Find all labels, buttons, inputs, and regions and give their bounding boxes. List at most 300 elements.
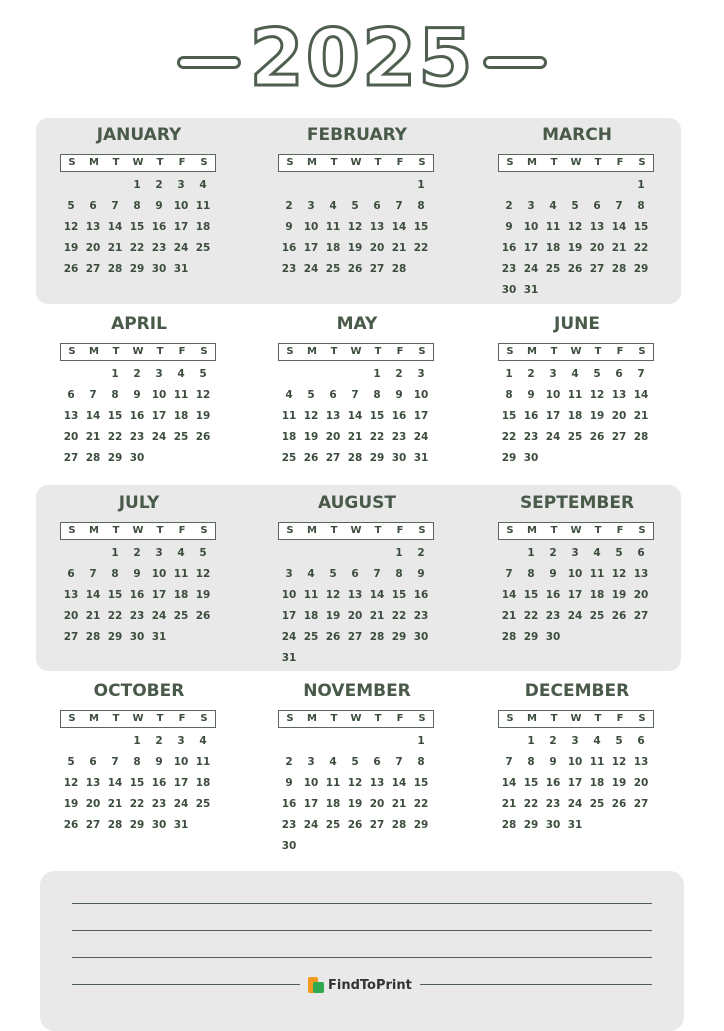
- day-cell: 27: [63, 452, 79, 464]
- day-cell: 3: [177, 735, 185, 747]
- weekday-label: T: [594, 525, 602, 536]
- month-title: MAY: [336, 314, 378, 334]
- day-cell: 9: [527, 389, 535, 401]
- weekday-label: W: [350, 346, 362, 357]
- day-cell: 21: [391, 798, 407, 810]
- day-cell: 18: [195, 221, 211, 233]
- empty-day-cell: [278, 175, 300, 196]
- empty-day-cell: [498, 175, 520, 196]
- weekday-label: S: [638, 713, 646, 724]
- day-cell: 12: [63, 221, 79, 233]
- day-cell: 24: [303, 819, 319, 831]
- day-cell: 27: [611, 431, 627, 443]
- day-cell: 16: [523, 410, 539, 422]
- day-cell: 27: [633, 610, 649, 622]
- day-cell: 3: [549, 368, 557, 380]
- day-cell: 29: [523, 631, 539, 643]
- day-cell: 24: [567, 798, 583, 810]
- day-cell: 14: [85, 589, 101, 601]
- day-cell: 30: [545, 819, 561, 831]
- day-cell: 7: [373, 568, 381, 580]
- day-cell: 20: [369, 242, 385, 254]
- day-cell: 28: [611, 263, 627, 275]
- empty-day-cell: [300, 543, 322, 564]
- day-cell: 9: [395, 389, 403, 401]
- weekday-label: S: [418, 346, 426, 357]
- day-cell: 20: [85, 798, 101, 810]
- day-cell: 29: [523, 819, 539, 831]
- day-cell: 17: [545, 410, 561, 422]
- day-cell: 5: [615, 735, 623, 747]
- weekday-header-row: [498, 710, 654, 728]
- day-cell: 2: [549, 735, 557, 747]
- year-title: 2025: [249, 14, 475, 104]
- day-cell: 10: [303, 777, 319, 789]
- day-cell: 14: [369, 589, 385, 601]
- month-september: [498, 492, 656, 648]
- day-cell: 10: [413, 389, 429, 401]
- day-cell: 6: [89, 200, 97, 212]
- day-cell: 26: [195, 431, 211, 443]
- day-cell: 16: [413, 589, 429, 601]
- month-april: [60, 313, 218, 469]
- month-title: APRIL: [111, 314, 167, 334]
- day-grid: [498, 543, 654, 648]
- empty-day-cell: [60, 364, 82, 385]
- day-cell: 10: [303, 221, 319, 233]
- year-dash-right: [483, 56, 547, 69]
- weekday-label: F: [396, 157, 404, 168]
- day-cell: 8: [111, 389, 119, 401]
- day-cell: 6: [637, 547, 645, 559]
- weekday-label: M: [527, 525, 537, 536]
- day-grid: [60, 364, 216, 469]
- day-cell: 17: [173, 777, 189, 789]
- day-cell: 20: [369, 798, 385, 810]
- day-cell: 25: [173, 610, 189, 622]
- weekday-label: W: [132, 525, 144, 536]
- day-cell: 17: [413, 410, 429, 422]
- day-cell: 4: [199, 179, 207, 191]
- weekday-label: F: [396, 713, 404, 724]
- day-cell: 16: [545, 777, 561, 789]
- day-cell: 8: [373, 389, 381, 401]
- day-cell: 20: [63, 431, 79, 443]
- day-cell: 24: [303, 263, 319, 275]
- day-cell: 23: [391, 431, 407, 443]
- month-march: [498, 124, 656, 301]
- day-cell: 11: [545, 221, 561, 233]
- day-cell: 19: [63, 242, 79, 254]
- weekday-label: T: [112, 157, 120, 168]
- weekday-label: T: [550, 157, 558, 168]
- day-cell: 21: [501, 610, 517, 622]
- empty-day-cell: [82, 543, 104, 564]
- day-cell: 6: [615, 368, 623, 380]
- weekday-label: F: [616, 713, 624, 724]
- day-cell: 26: [303, 452, 319, 464]
- day-cell: 28: [633, 431, 649, 443]
- weekday-header-row: [498, 343, 654, 361]
- day-cell: 8: [527, 756, 535, 768]
- weekday-label: S: [200, 346, 208, 357]
- day-cell: 10: [567, 568, 583, 580]
- weekday-header-row: [60, 343, 216, 361]
- note-line: [72, 930, 652, 931]
- weekday-label: W: [350, 157, 362, 168]
- day-cell: 27: [85, 819, 101, 831]
- weekday-label: F: [178, 157, 186, 168]
- day-cell: 3: [155, 368, 163, 380]
- day-cell: 4: [199, 735, 207, 747]
- day-cell: 22: [501, 431, 517, 443]
- day-cell: 22: [523, 798, 539, 810]
- day-cell: 28: [391, 819, 407, 831]
- day-cell: 9: [155, 200, 163, 212]
- empty-day-cell: [366, 175, 388, 196]
- day-cell: 29: [391, 631, 407, 643]
- day-cell: 28: [501, 819, 517, 831]
- day-cell: 20: [611, 410, 627, 422]
- day-cell: 10: [281, 589, 297, 601]
- day-cell: 2: [527, 368, 535, 380]
- day-cell: 12: [347, 777, 363, 789]
- day-cell: 17: [303, 798, 319, 810]
- day-cell: 8: [111, 568, 119, 580]
- day-grid: [60, 731, 216, 836]
- weekday-label: S: [418, 525, 426, 536]
- day-cell: 3: [571, 735, 579, 747]
- day-cell: 17: [281, 610, 297, 622]
- day-cell: 11: [173, 568, 189, 580]
- day-cell: 1: [637, 179, 645, 191]
- day-cell: 4: [593, 547, 601, 559]
- day-cell: 26: [63, 263, 79, 275]
- weekday-label: S: [418, 713, 426, 724]
- weekday-label: T: [374, 525, 382, 536]
- day-cell: 5: [307, 389, 315, 401]
- weekday-label: W: [570, 713, 582, 724]
- day-cell: 6: [593, 200, 601, 212]
- day-cell: 15: [523, 589, 539, 601]
- day-cell: 7: [505, 568, 513, 580]
- day-cell: 21: [611, 242, 627, 254]
- day-cell: 30: [151, 819, 167, 831]
- day-cell: 4: [571, 368, 579, 380]
- weekday-header-row: [278, 343, 434, 361]
- day-cell: 7: [111, 200, 119, 212]
- notes-panel: [40, 871, 684, 1031]
- empty-day-cell: [366, 543, 388, 564]
- day-cell: 10: [173, 756, 189, 768]
- day-cell: 15: [129, 221, 145, 233]
- day-cell: 11: [173, 389, 189, 401]
- day-cell: 3: [527, 200, 535, 212]
- month-title: FEBRUARY: [306, 125, 408, 145]
- day-cell: 17: [151, 589, 167, 601]
- weekday-label: T: [112, 346, 120, 357]
- weekday-label: T: [156, 157, 164, 168]
- day-cell: 16: [151, 777, 167, 789]
- day-cell: 21: [85, 431, 101, 443]
- day-cell: 3: [177, 179, 185, 191]
- day-cell: 20: [589, 242, 605, 254]
- day-cell: 3: [285, 568, 293, 580]
- day-cell: 2: [395, 368, 403, 380]
- day-grid: [60, 175, 216, 280]
- day-cell: 27: [589, 263, 605, 275]
- day-cell: 30: [281, 840, 297, 852]
- weekday-label: T: [594, 346, 602, 357]
- empty-day-cell: [322, 731, 344, 752]
- day-cell: 23: [545, 798, 561, 810]
- day-cell: 15: [107, 410, 123, 422]
- day-cell: 18: [303, 610, 319, 622]
- day-cell: 23: [129, 431, 145, 443]
- weekday-label: F: [396, 346, 404, 357]
- weekday-header-row: [498, 154, 654, 172]
- day-grid: [278, 364, 434, 469]
- day-cell: 9: [155, 756, 163, 768]
- weekday-header-row: [278, 710, 434, 728]
- day-cell: 14: [107, 221, 123, 233]
- day-cell: 22: [391, 610, 407, 622]
- day-cell: 13: [85, 777, 101, 789]
- day-cell: 8: [637, 200, 645, 212]
- weekday-header-row: [498, 522, 654, 540]
- day-cell: 23: [545, 610, 561, 622]
- month-title: JUNE: [554, 314, 600, 334]
- day-cell: 31: [413, 452, 429, 464]
- day-cell: 27: [85, 263, 101, 275]
- weekday-label: F: [616, 157, 624, 168]
- day-cell: 7: [351, 389, 359, 401]
- empty-day-cell: [82, 175, 104, 196]
- day-cell: 13: [589, 221, 605, 233]
- weekday-label: F: [178, 713, 186, 724]
- day-cell: 19: [195, 410, 211, 422]
- empty-day-cell: [278, 543, 300, 564]
- weekday-label: T: [156, 346, 164, 357]
- weekday-label: T: [594, 157, 602, 168]
- day-cell: 21: [85, 610, 101, 622]
- day-cell: 18: [173, 589, 189, 601]
- day-cell: 11: [589, 756, 605, 768]
- day-cell: 12: [195, 389, 211, 401]
- day-cell: 16: [391, 410, 407, 422]
- empty-day-cell: [300, 175, 322, 196]
- day-cell: 24: [413, 431, 429, 443]
- day-cell: 8: [417, 200, 425, 212]
- day-cell: 21: [347, 431, 363, 443]
- empty-day-cell: [542, 175, 564, 196]
- day-cell: 6: [89, 756, 97, 768]
- day-cell: 21: [107, 242, 123, 254]
- weekday-label: S: [638, 346, 646, 357]
- day-cell: 18: [567, 410, 583, 422]
- day-cell: 9: [549, 756, 557, 768]
- weekday-header-row: [60, 522, 216, 540]
- day-cell: 5: [351, 200, 359, 212]
- day-cell: 25: [589, 798, 605, 810]
- day-cell: 15: [633, 221, 649, 233]
- day-cell: 15: [369, 410, 385, 422]
- day-cell: 13: [633, 756, 649, 768]
- day-cell: 14: [85, 410, 101, 422]
- day-cell: 1: [395, 547, 403, 559]
- day-cell: 6: [373, 200, 381, 212]
- empty-day-cell: [322, 364, 344, 385]
- day-cell: 14: [347, 410, 363, 422]
- weekday-label: W: [350, 713, 362, 724]
- weekday-label: F: [178, 525, 186, 536]
- empty-day-cell: [388, 175, 410, 196]
- day-cell: 27: [369, 819, 385, 831]
- day-cell: 23: [129, 610, 145, 622]
- day-cell: 16: [545, 589, 561, 601]
- day-cell: 29: [129, 263, 145, 275]
- day-cell: 25: [567, 431, 583, 443]
- month-january: [60, 124, 218, 280]
- weekday-label: S: [638, 157, 646, 168]
- day-cell: 26: [195, 610, 211, 622]
- day-cell: 18: [281, 431, 297, 443]
- empty-day-cell: [322, 175, 344, 196]
- day-cell: 24: [173, 798, 189, 810]
- day-cell: 30: [545, 631, 561, 643]
- day-cell: 23: [281, 263, 297, 275]
- day-cell: 1: [417, 179, 425, 191]
- day-cell: 19: [63, 798, 79, 810]
- day-cell: 13: [369, 221, 385, 233]
- day-cell: 25: [589, 610, 605, 622]
- day-cell: 24: [281, 631, 297, 643]
- month-august: [278, 492, 436, 669]
- day-cell: 5: [199, 368, 207, 380]
- weekday-label: M: [307, 346, 317, 357]
- day-cell: 30: [129, 631, 145, 643]
- day-cell: 5: [67, 200, 75, 212]
- weekday-label: S: [638, 525, 646, 536]
- day-cell: 1: [527, 547, 535, 559]
- day-cell: 27: [347, 631, 363, 643]
- day-cell: 15: [501, 410, 517, 422]
- weekday-label: S: [68, 525, 76, 536]
- day-cell: 23: [523, 431, 539, 443]
- day-cell: 10: [523, 221, 539, 233]
- empty-day-cell: [104, 175, 126, 196]
- weekday-label: T: [550, 525, 558, 536]
- day-grid: [278, 731, 434, 857]
- empty-day-cell: [104, 731, 126, 752]
- day-grid: [498, 731, 654, 836]
- day-cell: 19: [611, 589, 627, 601]
- day-cell: 4: [177, 368, 185, 380]
- weekday-label: W: [132, 713, 144, 724]
- day-cell: 12: [303, 410, 319, 422]
- day-cell: 15: [523, 777, 539, 789]
- day-cell: 20: [63, 610, 79, 622]
- day-cell: 26: [325, 631, 341, 643]
- day-cell: 24: [173, 242, 189, 254]
- brand-logo: [300, 975, 420, 995]
- day-cell: 12: [195, 568, 211, 580]
- day-cell: 29: [107, 452, 123, 464]
- day-cell: 27: [325, 452, 341, 464]
- day-cell: 31: [173, 263, 189, 275]
- empty-day-cell: [520, 175, 542, 196]
- empty-day-cell: [564, 175, 586, 196]
- day-cell: 7: [89, 389, 97, 401]
- day-cell: 12: [589, 389, 605, 401]
- day-cell: 21: [107, 798, 123, 810]
- weekday-header-row: [278, 522, 434, 540]
- month-title: OCTOBER: [93, 681, 185, 701]
- empty-day-cell: [278, 731, 300, 752]
- day-cell: 4: [593, 735, 601, 747]
- day-cell: 25: [325, 819, 341, 831]
- day-cell: 16: [129, 589, 145, 601]
- day-grid: [60, 543, 216, 648]
- day-cell: 17: [151, 410, 167, 422]
- weekday-label: M: [527, 346, 537, 357]
- day-cell: 17: [173, 221, 189, 233]
- day-cell: 16: [501, 242, 517, 254]
- day-cell: 17: [567, 589, 583, 601]
- empty-day-cell: [82, 731, 104, 752]
- weekday-label: S: [506, 713, 514, 724]
- day-cell: 30: [129, 452, 145, 464]
- day-cell: 29: [501, 452, 517, 464]
- weekday-label: S: [200, 713, 208, 724]
- day-cell: 7: [615, 200, 623, 212]
- day-cell: 28: [347, 452, 363, 464]
- day-cell: 2: [133, 368, 141, 380]
- month-title: AUGUST: [317, 493, 397, 513]
- day-cell: 6: [67, 568, 75, 580]
- day-cell: 14: [107, 777, 123, 789]
- weekday-label: M: [89, 346, 99, 357]
- weekday-label: W: [350, 525, 362, 536]
- day-cell: 28: [85, 452, 101, 464]
- note-line: [72, 903, 652, 904]
- day-cell: 30: [523, 452, 539, 464]
- day-cell: 20: [633, 589, 649, 601]
- weekday-label: F: [396, 525, 404, 536]
- day-cell: 26: [347, 819, 363, 831]
- day-cell: 5: [593, 368, 601, 380]
- empty-day-cell: [60, 731, 82, 752]
- weekday-header-row: [278, 154, 434, 172]
- weekday-label: S: [68, 157, 76, 168]
- day-cell: 7: [637, 368, 645, 380]
- day-cell: 6: [373, 756, 381, 768]
- day-cell: 1: [527, 735, 535, 747]
- day-cell: 2: [133, 547, 141, 559]
- day-cell: 28: [391, 263, 407, 275]
- day-cell: 30: [151, 263, 167, 275]
- weekday-label: T: [112, 713, 120, 724]
- day-cell: 22: [413, 242, 429, 254]
- empty-day-cell: [300, 731, 322, 752]
- day-cell: 10: [173, 200, 189, 212]
- weekday-header-row: [60, 710, 216, 728]
- day-cell: 19: [611, 777, 627, 789]
- day-cell: 11: [567, 389, 583, 401]
- brand-logo-text: FindToPrint: [328, 977, 412, 993]
- day-cell: 18: [173, 410, 189, 422]
- day-cell: 25: [195, 798, 211, 810]
